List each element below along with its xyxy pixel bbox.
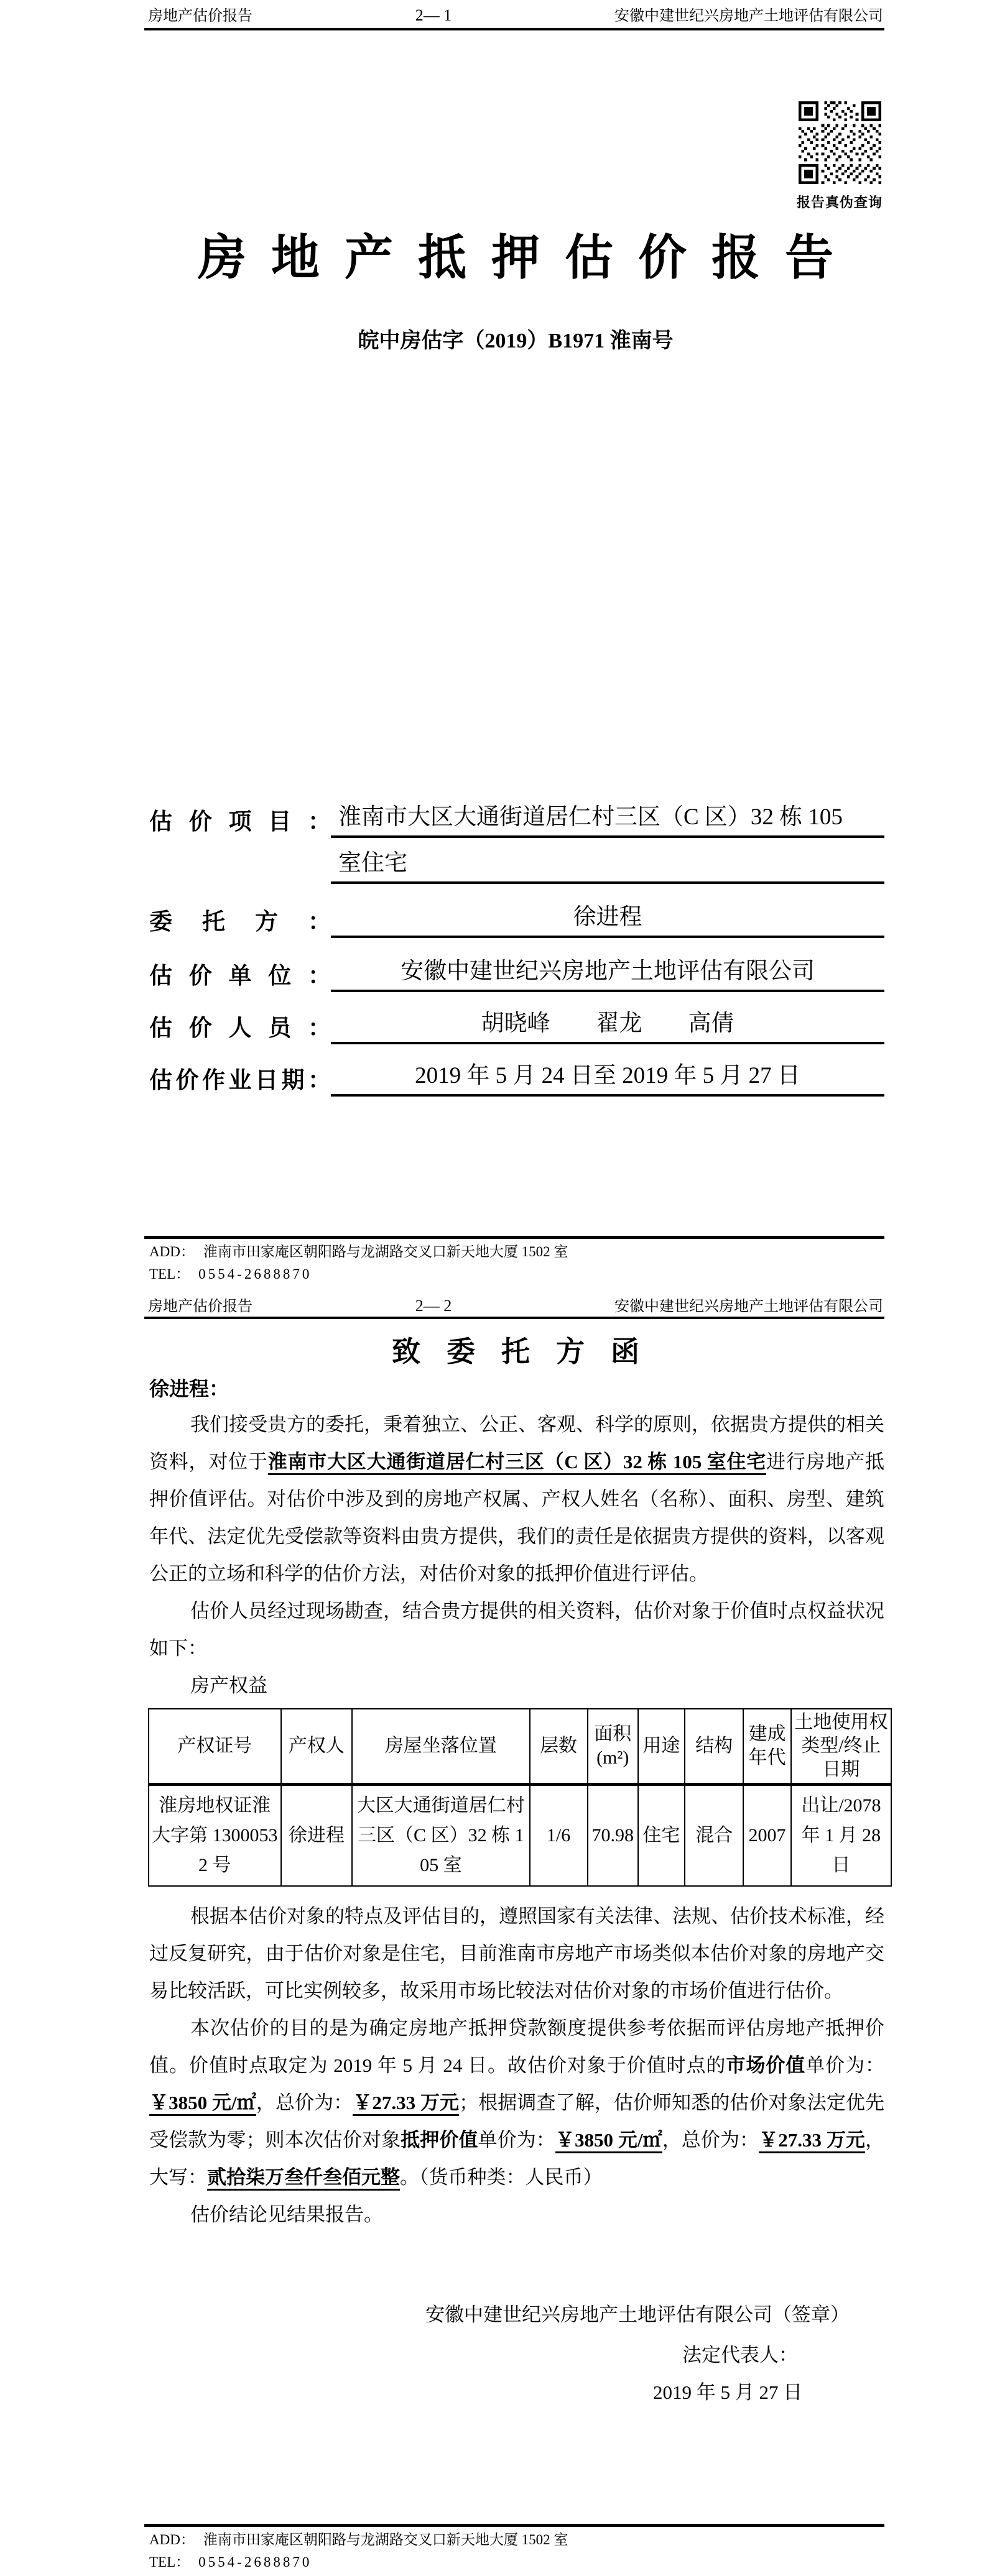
paragraph-3: 根据本估价对象的特点及评估目的，遵照国家有关法律、法规、估价技术标准，经过反复研究，由于估价对象是住宅，目前淮南市房地产市场类似本估价对象的房地产交易比较活跃，可比实例较多，故采用市场比较法对估价对象的市场价值进行估价。 bbox=[149, 1905, 884, 2002]
qr-caption: 报告真伪查询 bbox=[796, 195, 883, 210]
page-header bbox=[148, 6, 883, 25]
col-certificate-no: 产权证号 bbox=[149, 1709, 281, 1785]
footer-telephone-value: 0554-2688870 bbox=[198, 2554, 312, 2570]
signature-date: 2019 年 5 月 27 日 bbox=[653, 2381, 803, 2403]
paragraph-1: 我们接受贵方的委托，秉着独立、公正、客观、科学的原则，依据贵方提供的相关资料，对位于淮南市大区大通街道居仁村三区（C 区）32 栋 105 室住宅进行房地产抵押价值评估。对估价中涉及到的房地产权属、产权人姓名（名称）、面积、房型、建筑年代、法定优先受偿款等资料由贵方提供，我们的责任是依据贵方提供的资料，以客观公正的立场和科学的估价方法，对估价对象的抵押价值进行评估。 bbox=[149, 1414, 884, 1585]
field-value-project-line2: 室住宅 bbox=[331, 848, 884, 884]
footer-telephone-label: TEL： bbox=[149, 1266, 190, 1282]
footer-address-label: ADD： bbox=[149, 2532, 195, 2547]
field-label-work-date: 估价作业日期： bbox=[149, 1068, 331, 1093]
cell-year-built: 2007 bbox=[743, 1785, 790, 1887]
paragraph-5: 估价结论见结果报告。 bbox=[190, 2204, 383, 2225]
cell-owner: 徐进程 bbox=[281, 1785, 353, 1887]
qr-code-block bbox=[796, 101, 883, 211]
page-2 bbox=[0, 1288, 987, 2576]
letter-body bbox=[149, 1406, 888, 2233]
field-row-agency bbox=[149, 956, 884, 992]
field-label-client: 委托方： bbox=[149, 909, 331, 935]
field-row-work-date bbox=[149, 1060, 884, 1097]
letter-title: 致委托方函 bbox=[392, 1336, 665, 1368]
page-header bbox=[148, 1297, 883, 1316]
col-land-use-right: 土地使用权类型/终止日期 bbox=[791, 1709, 891, 1785]
footer-rule bbox=[144, 2524, 884, 2527]
footer-telephone-label: TEL： bbox=[149, 2554, 190, 2570]
cell-area: 70.98 bbox=[588, 1785, 638, 1887]
cell-structure: 混合 bbox=[685, 1785, 743, 1887]
col-floor: 层数 bbox=[530, 1709, 588, 1785]
cell-land-use-right: 出让/2078 年 1 月 28 日 bbox=[791, 1785, 891, 1887]
field-label-project: 估价项目： bbox=[149, 809, 331, 835]
header-doc-type: 房地产估价报告 bbox=[148, 1299, 253, 1315]
field-value-client: 徐进程 bbox=[331, 902, 884, 938]
header-company: 安徽中建世纪兴房地产土地评估有限公司 bbox=[614, 8, 883, 24]
col-location: 房屋坐落位置 bbox=[352, 1709, 529, 1785]
report-title: 房地产抵押估价报告 bbox=[197, 231, 858, 285]
property-rights-table bbox=[148, 1708, 892, 1887]
footer-rule bbox=[144, 1236, 884, 1239]
table-data-row bbox=[149, 1785, 891, 1887]
signature-company: 安徽中建世纪兴房地产土地评估有限公司（签章） bbox=[425, 2304, 850, 2325]
header-company: 安徽中建世纪兴房地产土地评估有限公司 bbox=[614, 1299, 883, 1315]
col-area: 面积(m²) bbox=[588, 1709, 638, 1785]
col-year-built: 建成年代 bbox=[743, 1709, 790, 1785]
footer-address-value: 淮南市田家庵区朝阳路与龙湖路交叉口新天地大厦 1502 室 bbox=[203, 1244, 568, 1259]
footer-address-value: 淮南市田家庵区朝阳路与龙湖路交叉口新天地大厦 1502 室 bbox=[203, 2532, 568, 2547]
paragraph-4: 本次估价的目的是为确定房地产抵押贷款额度提供参考依据而评估房地产抵押价值。价值时点取定为 2019 年 5 月 24 日。故估价对象于价值时点的市场价值单价为：￥3850 元/㎡，总价为：￥27.33 万元；根据调查了解，估价师知悉的估价对象法定优先受偿款为零；则本次估价对象抵押价值单价为：￥3850 元/㎡，总价为：￥27.33 万元，大写：贰拾柒万叁仟叁佰元整。（货币种类：人民币） bbox=[149, 2010, 884, 2196]
field-row-client bbox=[149, 902, 884, 938]
footer-address bbox=[149, 1243, 568, 1261]
field-label-appraisers: 估价人员： bbox=[149, 1016, 331, 1041]
signature-legal-representative: 法定代表人： bbox=[682, 2344, 798, 2366]
footer-address bbox=[149, 2531, 568, 2549]
report-number: 皖中房估字（2019）B1971 淮南号 bbox=[358, 329, 674, 352]
header-rule bbox=[144, 28, 884, 30]
cell-floor: 1/6 bbox=[530, 1785, 588, 1887]
col-structure: 结构 bbox=[685, 1709, 743, 1785]
footer-address-label: ADD： bbox=[149, 1244, 195, 1259]
header-doc-type: 房地产估价报告 bbox=[148, 8, 253, 24]
col-owner: 产权人 bbox=[281, 1709, 353, 1785]
footer-telephone bbox=[149, 2554, 312, 2571]
paragraph-2: 估价人员经过现场勘查，结合贵方提供的相关资料，估价对象于价值时点权益状况如下： bbox=[149, 1600, 884, 1659]
footer-telephone-value: 0554-2688870 bbox=[198, 1266, 312, 1282]
table-caption: 房产权益 bbox=[190, 1675, 267, 1696]
salutation: 徐进程： bbox=[149, 1378, 229, 1400]
cell-use: 住宅 bbox=[638, 1785, 685, 1887]
header-page-number: 2— 1 bbox=[415, 6, 452, 24]
cell-certificate-no: 淮房地权证淮大字第 13000532 号 bbox=[149, 1785, 281, 1887]
field-value-agency: 安徽中建世纪兴房地产土地评估有限公司 bbox=[331, 956, 884, 992]
field-row-project bbox=[149, 802, 884, 838]
field-row-project-cont bbox=[149, 848, 884, 884]
footer-telephone bbox=[149, 1266, 312, 1283]
header-rule bbox=[144, 1317, 884, 1319]
field-label-agency: 估价单位： bbox=[149, 964, 331, 989]
cell-location: 大区大通街道居仁村三区（C 区）32 栋 105 室 bbox=[352, 1785, 529, 1887]
table-header-row bbox=[149, 1709, 891, 1785]
header-page-number: 2— 2 bbox=[415, 1297, 452, 1315]
field-value-work-date: 2019 年 5 月 24 日至 2019 年 5 月 27 日 bbox=[331, 1060, 884, 1097]
qr-code-icon bbox=[799, 101, 881, 184]
col-use: 用途 bbox=[638, 1709, 685, 1785]
field-row-appraisers bbox=[149, 1008, 884, 1044]
field-value-appraisers: 胡晓峰 翟龙 高倩 bbox=[331, 1008, 884, 1044]
field-value-project-line1: 淮南市大区大通街道居仁村三区（C 区）32 栋 105 bbox=[331, 802, 884, 838]
